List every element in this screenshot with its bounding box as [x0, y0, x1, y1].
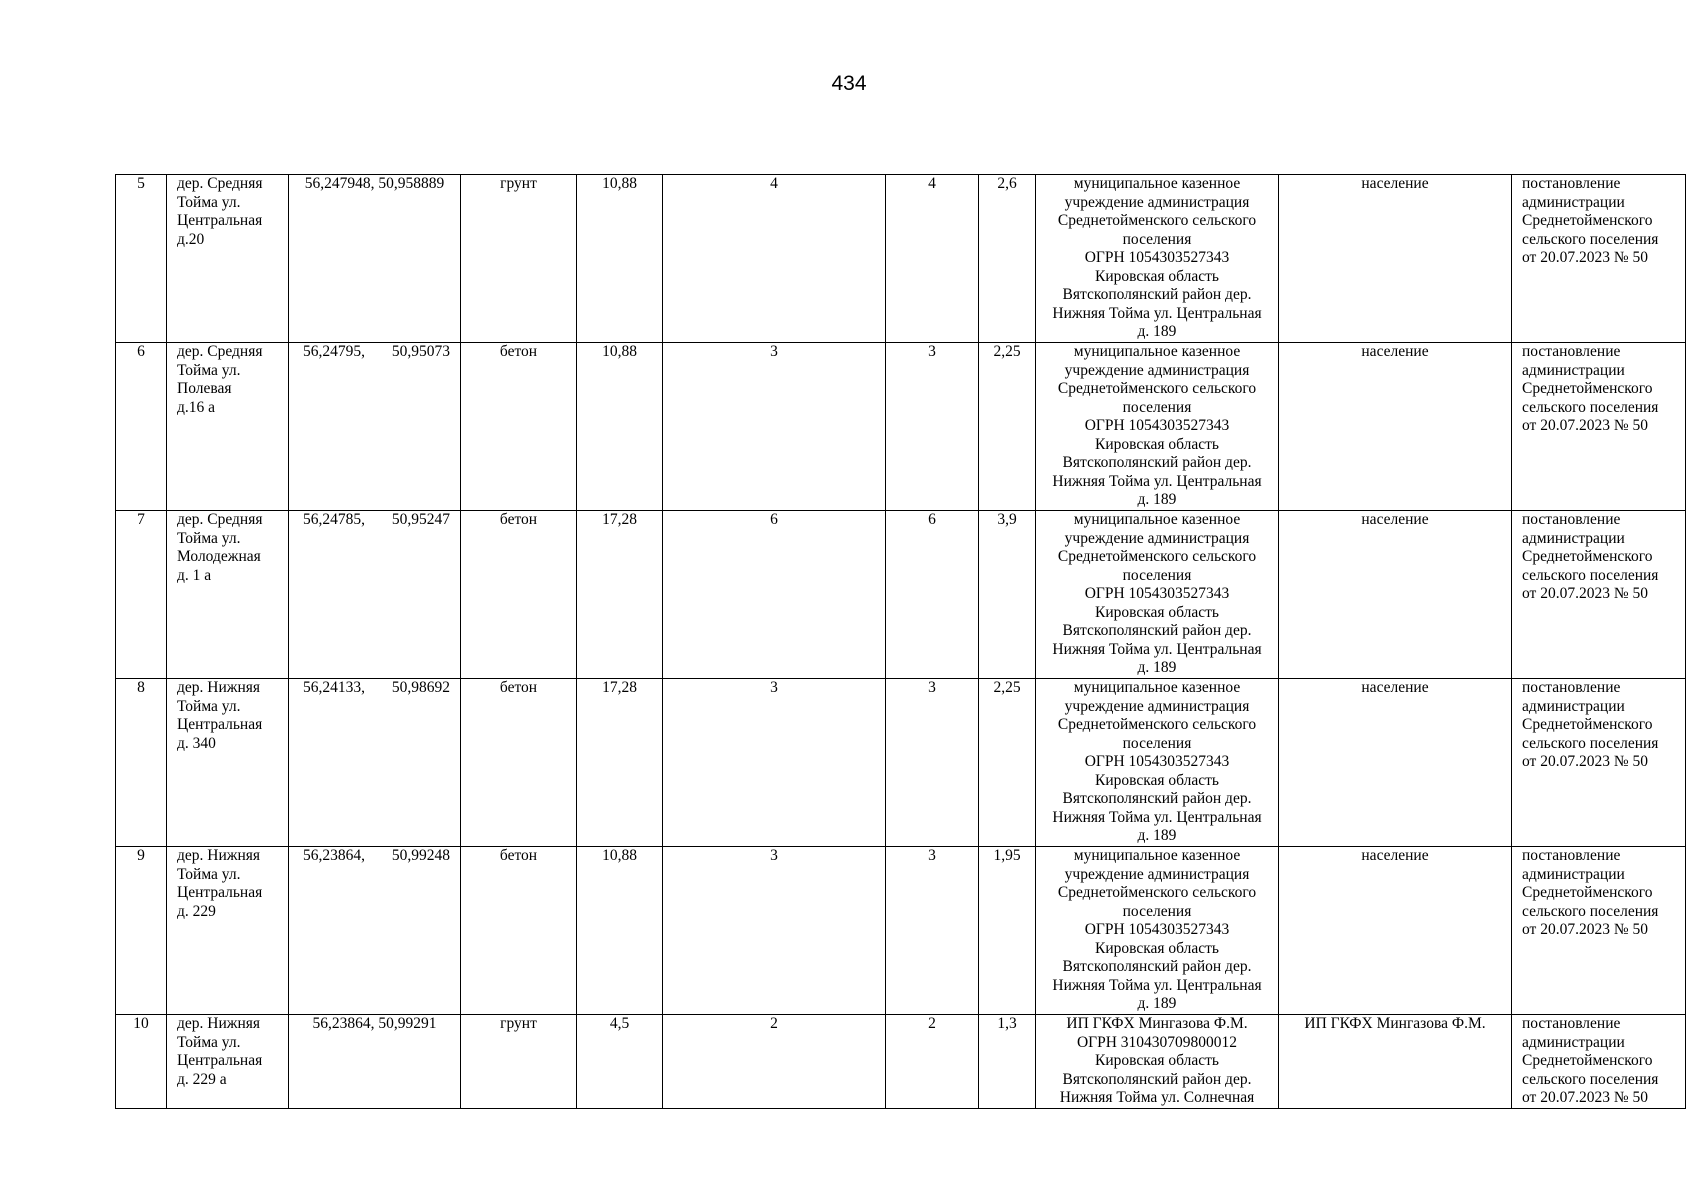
surface-cell: бетон — [461, 679, 577, 847]
table-row — [116, 847, 1686, 1015]
area-cell: 10,88 — [577, 847, 663, 1015]
longitude-text: 50,95073 — [391, 343, 450, 360]
owner-cell: муниципальное казенное учреждение администрация Среднетойменского сельского поселения ОГРН 1054303527343 Кировская область Вятскополянский район дер. Нижняя Тойма ул. Центральная д. 189 — [1036, 511, 1279, 679]
coordinates-text: 56,23864, 50,99291 — [312, 1015, 437, 1032]
latitude-text: 56,23864, — [303, 847, 365, 864]
area-cell: 17,28 — [577, 679, 663, 847]
area-cell: 4,5 — [577, 1015, 663, 1109]
registry-table — [115, 174, 1686, 1109]
address-cell: дер. Средняя Тойма ул. Центральная д.20 — [167, 175, 289, 343]
address-cell: дер. Нижняя Тойма ул. Центральная д. 229 а — [167, 1015, 289, 1109]
waste-sources-cell: население — [1279, 343, 1512, 511]
address-cell: дер. Нижняя Тойма ул. Центральная д. 340 — [167, 679, 289, 847]
waste-sources-cell: население — [1279, 679, 1512, 847]
containers-planned-cell: 2 — [663, 1015, 886, 1109]
containers-planned-cell: 4 — [663, 175, 886, 343]
area-cell: 10,88 — [577, 175, 663, 343]
coordinates-cell — [289, 679, 461, 847]
owner-cell: муниципальное казенное учреждение администрация Среднетойменского сельского поселения ОГРН 1054303527343 Кировская область Вятскополянский район дер. Нижняя Тойма ул. Центральная д. 189 — [1036, 175, 1279, 343]
containers-existing-cell: 3 — [886, 679, 979, 847]
document-cell: постановление администрации Среднетойменского сельского поселения от 20.07.2023 № 50 — [1512, 511, 1686, 679]
volume-cell: 1,95 — [979, 847, 1036, 1015]
containers-existing-cell: 2 — [886, 1015, 979, 1109]
address-cell: дер. Средняя Тойма ул. Полевая д.16 а — [167, 343, 289, 511]
document-cell: постановление администрации Среднетойменского сельского поселения от 20.07.2023 № 50 — [1512, 679, 1686, 847]
volume-cell: 2,25 — [979, 343, 1036, 511]
waste-sources-cell: население — [1279, 847, 1512, 1015]
row-number-cell: 7 — [116, 511, 167, 679]
coordinates-text: 56,247948, 50,958889 — [304, 175, 445, 192]
longitude-text: 50,98692 — [391, 679, 450, 696]
containers-planned-cell: 3 — [663, 343, 886, 511]
coordinates-cell — [289, 511, 461, 679]
coordinates-cell — [289, 175, 461, 343]
containers-existing-cell: 6 — [886, 511, 979, 679]
table-row — [116, 175, 1686, 343]
waste-sources-cell: население — [1279, 175, 1512, 343]
surface-cell: бетон — [461, 511, 577, 679]
waste-sources-cell: ИП ГКФХ Мингазова Ф.М. — [1279, 1015, 1512, 1109]
row-number-cell: 6 — [116, 343, 167, 511]
containers-existing-cell: 4 — [886, 175, 979, 343]
latitude-text: 56,24133, — [303, 679, 365, 696]
address-cell: дер. Нижняя Тойма ул. Центральная д. 229 — [167, 847, 289, 1015]
containers-planned-cell: 3 — [663, 847, 886, 1015]
owner-cell: муниципальное казенное учреждение администрация Среднетойменского сельского поселения ОГРН 1054303527343 Кировская область Вятскополянский район дер. Нижняя Тойма ул. Центральная д. 189 — [1036, 679, 1279, 847]
volume-cell: 3,9 — [979, 511, 1036, 679]
area-cell: 17,28 — [577, 511, 663, 679]
coordinates-cell — [289, 1015, 461, 1109]
owner-cell: ИП ГКФХ Мингазова Ф.М. ОГРН 310430709800012 Кировская область Вятскополянский район дер. Нижняя Тойма ул. Солнечная — [1036, 1015, 1279, 1109]
containers-existing-cell: 3 — [886, 343, 979, 511]
row-number-cell: 5 — [116, 175, 167, 343]
owner-cell: муниципальное казенное учреждение администрация Среднетойменского сельского поселения ОГРН 1054303527343 Кировская область Вятскополянский район дер. Нижняя Тойма ул. Центральная д. 189 — [1036, 343, 1279, 511]
longitude-text: 50,95247 — [391, 511, 450, 528]
surface-cell: грунт — [461, 1015, 577, 1109]
containers-existing-cell: 3 — [886, 847, 979, 1015]
document-cell: постановление администрации Среднетойменского сельского поселения от 20.07.2023 № 50 — [1512, 343, 1686, 511]
volume-cell: 2,25 — [979, 679, 1036, 847]
volume-cell: 1,3 — [979, 1015, 1036, 1109]
page-number: 434 — [831, 72, 867, 95]
document-cell: постановление администрации Среднетойменского сельского поселения от 20.07.2023 № 50 — [1512, 1015, 1686, 1109]
volume-cell: 2,6 — [979, 175, 1036, 343]
waste-sources-cell: население — [1279, 511, 1512, 679]
surface-cell: бетон — [461, 847, 577, 1015]
containers-planned-cell: 6 — [663, 511, 886, 679]
table-row — [116, 343, 1686, 511]
row-number-cell: 9 — [116, 847, 167, 1015]
document-cell: постановление администрации Среднетойменского сельского поселения от 20.07.2023 № 50 — [1512, 847, 1686, 1015]
area-cell: 10,88 — [577, 343, 663, 511]
coordinates-cell — [289, 343, 461, 511]
row-number-cell: 10 — [116, 1015, 167, 1109]
surface-cell: бетон — [461, 343, 577, 511]
row-number-cell: 8 — [116, 679, 167, 847]
longitude-text: 50,99248 — [391, 847, 450, 864]
surface-cell: грунт — [461, 175, 577, 343]
latitude-text: 56,24785, — [303, 511, 365, 528]
table-row — [116, 679, 1686, 847]
table-row — [116, 511, 1686, 679]
owner-cell: муниципальное казенное учреждение администрация Среднетойменского сельского поселения ОГРН 1054303527343 Кировская область Вятскополянский район дер. Нижняя Тойма ул. Центральная д. 189 — [1036, 847, 1279, 1015]
table-row — [116, 1015, 1686, 1109]
document-cell: постановление администрации Среднетойменского сельского поселения от 20.07.2023 № 50 — [1512, 175, 1686, 343]
latitude-text: 56,24795, — [303, 343, 365, 360]
address-cell: дер. Средняя Тойма ул. Молодежная д. 1 а — [167, 511, 289, 679]
containers-planned-cell: 3 — [663, 679, 886, 847]
coordinates-cell — [289, 847, 461, 1015]
